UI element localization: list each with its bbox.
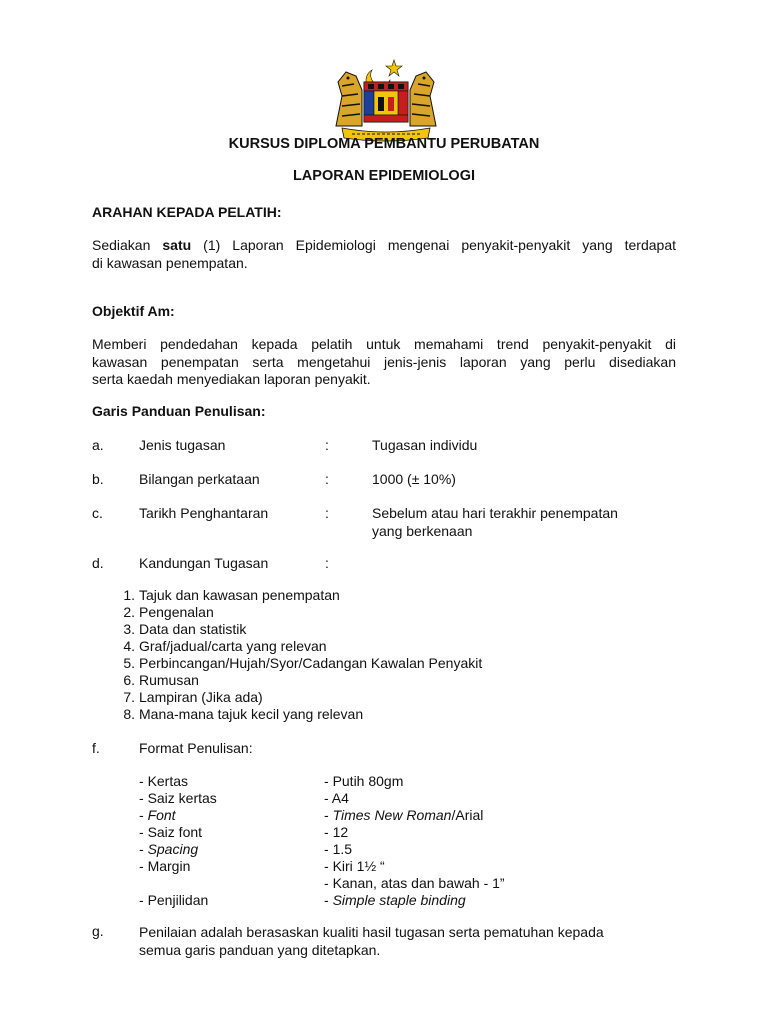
objective-line: serta kaedah menyediakan laporan penyakit. xyxy=(92,371,371,387)
course-title: KURSUS DIPLOMA PEMBANTU PERUBATAN xyxy=(228,136,540,152)
format-value: - Putih 80gm xyxy=(324,773,404,789)
report-title: LAPORAN EPIDEMIOLOGI xyxy=(292,168,476,184)
guideline-value: 1000 (± 10%) xyxy=(372,471,456,487)
guideline-label: Tarikh Penghantaran xyxy=(139,505,269,521)
document-page: KURSUS DIPLOMA PEMBANTU PERUBATAN LAPORAN EPIDEMIOLOGI ARAHAN KEPADA PELATIH: Sediakan satu (1) Laporan Epidemiologi mengenai penyakit-penyakit yang terdapat di kawasan penempatan. Objektif Am: Memberi pendedahan kepada pelatih untuk memahami trend penyakit-penyakit di kawasan penempatan serta mengetahui jenis-jenis laporan yang perlu disediakan serta kaedah menyediakan laporan penyakit. Garis Panduan Penulisan: a. Jenis tugasan : Tugasan individu b. Bilangan perkataan : 1000 (± 10%) c. Tarikh Penghantaran : Sebelum atau hari terakhir penempatan yang berkenaan d. Kandungan Tugasan : 1. Tajuk dan kawasan penempatan 2. Pengenalan 3. Data dan statistik 4. Graf/jadual/carta yang relevan 5. Perbincangan/Hujah/Syor/Cadangan Kawalan Penyakit 6. Rumusan 7. Lampiran (Jika ada) 8. Mana-mana tajuk kecil yang relevan f. Format Penulisan: - Kertas - Putih 80gm - Saiz kertas - A4 - Font - Times New Roman/Arial - Saiz font - 12 - Spacing - 1.5 - Margin - Kiri 1½ “ - Kanan, atas dan bawah - 1” - Penjilidan - Simple staple binding g. Penilaian adalah berasaskan kualiti hasil tugasan serta pematuhan kepada semua garis panduan yang ditetapkan. xyxy=(0,0,768,1024)
format-heading: Format Penulisan: xyxy=(139,740,253,756)
objective-line: kawasan penempatan serta mengetahui jenis-jenis laporan yang perlu disediakan xyxy=(92,353,676,370)
guideline-key: a. xyxy=(92,437,104,453)
guideline-colon: : xyxy=(325,555,329,571)
guideline-key: c. xyxy=(92,505,103,521)
guidelines-heading: Garis Panduan Penulisan: xyxy=(92,403,266,419)
guideline-row xyxy=(92,505,692,545)
guideline-key: d. xyxy=(92,555,104,571)
guideline-row xyxy=(92,471,692,491)
format-label: - Font xyxy=(139,807,176,823)
objective-line: Memberi pendedahan kepada pelatih untuk memahami trend penyakit-penyakit di xyxy=(92,336,676,352)
coat-of-arms-icon xyxy=(328,56,444,144)
format-value: - A4 xyxy=(324,790,349,806)
guideline-row xyxy=(92,555,692,575)
guideline-key: g. xyxy=(92,923,104,939)
format-value: - Times New Roman/Arial xyxy=(324,807,484,823)
guideline-label: Bilangan perkataan xyxy=(139,471,260,487)
objective-paragraph xyxy=(92,336,676,389)
format-label: - Kertas xyxy=(139,773,189,789)
format-value: - 1.5 xyxy=(324,841,353,857)
format-heading-row xyxy=(92,740,692,760)
format-label: - Margin xyxy=(139,858,191,874)
format-value: - 12 xyxy=(324,824,349,840)
format-label: - Saiz font xyxy=(139,824,203,840)
assessment-row xyxy=(92,923,692,963)
instruction-line-1: Sediakan satu (1) Laporan Epidemiologi mengenai penyakit-penyakit yang terdapat xyxy=(92,237,676,253)
format-value: - Simple staple binding xyxy=(324,892,466,908)
guideline-row xyxy=(92,437,692,457)
instruction-heading: ARAHAN KEPADA PELATIH: xyxy=(92,204,282,220)
guideline-label: Kandungan Tugasan xyxy=(139,555,269,571)
format-value: - Kiri 1½ “ xyxy=(324,858,385,874)
format-label: - Penjilidan xyxy=(139,892,209,908)
guideline-value: Sebelum atau hari terakhir penempatan yang berkenaan xyxy=(372,505,618,539)
guideline-key: f. xyxy=(92,740,100,756)
guideline-colon: : xyxy=(325,505,329,521)
guideline-colon: : xyxy=(325,471,329,487)
assessment-text: Penilaian adalah berasaskan kualiti hasil tugasan serta pematuhan kepada semua garis panduan yang ditetapkan. xyxy=(139,924,604,958)
guideline-value: Tugasan individu xyxy=(372,437,478,453)
format-label: - Spacing xyxy=(139,841,199,857)
objective-heading: Objektif Am: xyxy=(92,303,175,319)
instruction-paragraph xyxy=(92,237,676,272)
format-value: - Kanan, atas dan bawah - 1” xyxy=(324,875,505,891)
instruction-line-2: di kawasan penempatan. xyxy=(92,254,248,271)
guideline-key: b. xyxy=(92,471,104,487)
format-label: - Saiz kertas xyxy=(139,790,217,806)
guideline-colon: : xyxy=(325,437,329,453)
guideline-label: Jenis tugasan xyxy=(139,437,226,453)
